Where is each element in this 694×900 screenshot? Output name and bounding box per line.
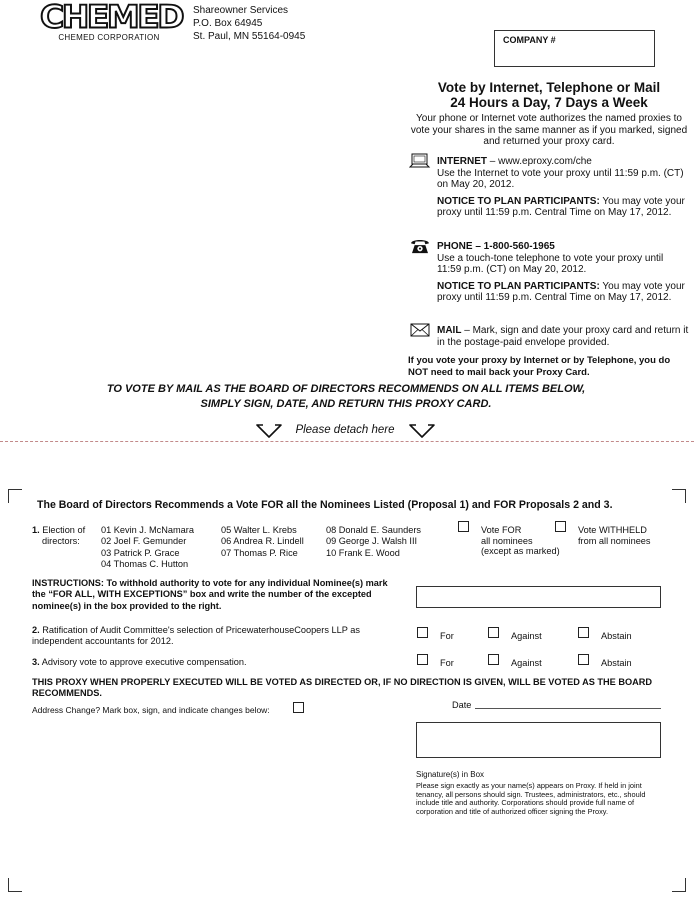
board-recommends-heading: The Board of Directors Recommends a Vote FOR all the Nominees Listed (Proposal 1) and FOR Proposals 2 and 3. xyxy=(37,499,613,511)
corner-mark-bottom-right xyxy=(672,878,686,892)
nominee-item: 09 George J. Walsh III xyxy=(326,536,418,547)
signature-instructions: Please sign exactly as your name(s) appears on Proxy. If held in joint tenancy, all persons should sign. Trustees, administrators, etc., should include title and authority. Corporations should provide full name of corporation and title of authorized officer signing the Proxy. xyxy=(416,781,646,816)
nominee-item: 03 Patrick P. Grace xyxy=(101,547,180,558)
internet-text: Use the Internet to vote your proxy until 11:59 p.m. (CT) on May 20, 2012. xyxy=(437,167,684,190)
proposal-2 xyxy=(32,625,392,647)
proposal-3 xyxy=(32,657,392,668)
tear-line[interactable] xyxy=(0,441,694,442)
proposal-3-against-checkbox[interactable] xyxy=(488,654,499,665)
corner-mark-top-right xyxy=(672,489,686,503)
phone-notice-text: You may vote your proxy until 11:59 p.m. Central Time on May 17, 2012. xyxy=(437,280,685,303)
phone-text: Use a touch-tone telephone to vote your proxy until 11:59 p.m. (CT) on May 20, 2012. xyxy=(437,252,664,275)
proposal-1-label-line1: Election of xyxy=(42,525,86,535)
proposal-2-abstain-label: Abstain xyxy=(601,631,632,641)
nominee-item: 02 Joel F. Gemunder xyxy=(101,536,187,547)
internet-method xyxy=(437,156,689,219)
vote-for-all-checkbox[interactable] xyxy=(458,521,469,532)
proposal-2-against-checkbox[interactable] xyxy=(488,627,499,638)
detach-label: Please detach here xyxy=(295,424,395,436)
proposal-3-text: Advisory vote to approve executive compensation. xyxy=(41,657,247,667)
nominee-item: 07 Thomas P. Rice xyxy=(221,547,298,558)
address-change-checkbox[interactable] xyxy=(293,702,304,713)
proposal-1-number: 1. xyxy=(32,525,40,535)
excepted-nominees-input[interactable] xyxy=(416,586,661,608)
envelope-icon xyxy=(409,322,431,338)
withhold-instructions: INSTRUCTIONS: To withhold authority to vote for any individual Nominee(s) mark the “FOR ALL, WITH EXCEPTIONS” box and write the number of the excepted nominee(s) in the box provided to the right. xyxy=(32,578,388,611)
proposal-3-abstain-checkbox[interactable] xyxy=(578,654,589,665)
address-line1: Shareowner Services xyxy=(193,5,289,16)
proposal-3-abstain-label: Abstain xyxy=(601,658,632,668)
nominee-item: 04 Thomas C. Hutton xyxy=(101,558,189,569)
proposal-2-number: 2. xyxy=(32,625,40,635)
proposal-3-number: 3. xyxy=(32,657,40,667)
nominees-column-3 xyxy=(326,525,421,559)
nominee-item: 08 Donald E. Saunders xyxy=(326,525,422,535)
board-recommendation-banner xyxy=(40,382,652,412)
proposal-2-for-checkbox[interactable] xyxy=(417,627,428,638)
nominees-column-2 xyxy=(221,525,304,559)
board-line1: TO VOTE BY MAIL AS THE BOARD OF DIRECTORS RECOMMENDS ON ALL ITEMS BELOW, xyxy=(106,383,586,395)
proposal-3-against-label: Against xyxy=(511,658,542,668)
address-change-label: Address Change? Mark box, sign, and indicate changes below: xyxy=(32,705,270,715)
proposal-2-against-label: Against xyxy=(511,631,542,641)
signature-box-label: Signature(s) in Box xyxy=(416,770,485,779)
chemed-logo xyxy=(40,0,183,42)
vote-withheld-option xyxy=(578,525,651,546)
nominee-item: 06 Andrea R. Lindell xyxy=(221,536,304,547)
proposal-3-for-checkbox[interactable] xyxy=(417,654,428,665)
phone-notice-label: NOTICE TO PLAN PARTICIPANTS: xyxy=(437,280,600,292)
proposal-2-abstain-checkbox[interactable] xyxy=(578,627,589,638)
vote-for-all-option xyxy=(481,525,560,557)
proposal-1-label xyxy=(32,525,94,547)
vote-for-line1: Vote FOR xyxy=(481,525,522,535)
proposal-1-label-line2: directors: xyxy=(42,536,80,546)
vote-heading xyxy=(408,80,690,110)
nominee-item: 01 Kevin J. McNamara xyxy=(101,525,194,535)
proposal-2-text: Ratification of Audit Committee's selection of PricewaterhouseCoopers LLP as independent accountants for 2012. xyxy=(32,625,360,646)
corner-mark-top-left xyxy=(8,489,22,503)
mail-method xyxy=(437,325,689,348)
nominees-column-1 xyxy=(101,525,194,570)
proposal-3-for-label: For xyxy=(440,658,454,668)
mail-label: MAIL xyxy=(437,325,462,336)
company-number-label: COMPANY # xyxy=(503,35,556,45)
vote-for-line3: (except as marked) xyxy=(481,546,560,556)
date-label: Date xyxy=(452,700,472,710)
nominee-item: 10 Frank E. Wood xyxy=(326,547,400,558)
internet-notice-text: You may vote your proxy until 11:59 p.m. Central Time on May 17, 2012. xyxy=(437,195,685,218)
board-line2: SIMPLY SIGN, DATE, AND RETURN THIS PROXY CARD. xyxy=(200,398,492,410)
corner-mark-bottom-left xyxy=(8,878,22,892)
logo-subtitle: CHEMED CORPORATION xyxy=(58,33,160,42)
vote-title-line2: 24 Hours a Day, 7 Days a Week xyxy=(450,95,648,110)
internet-label: INTERNET xyxy=(437,156,487,167)
vote-title-line1: Vote by Internet, Telephone or Mail xyxy=(437,80,661,95)
phone-label[interactable]: PHONE – 1-800-560-1965 xyxy=(437,241,555,252)
withhold-line1: Vote WITHHELD xyxy=(578,525,647,535)
proxy-voting-statement: THIS PROXY WHEN PROPERLY EXECUTED WILL BE VOTED AS DIRECTED OR, IF NO DIRECTION IS GIVEN, WILL BE VOTED AS THE BOARD RECOMMENDS. xyxy=(32,677,653,699)
return-address xyxy=(193,4,305,43)
no-mail-note: If you vote your proxy by Internet or by Telephone, you do NOT need to mail back your Proxy Card. xyxy=(408,355,671,378)
phone-method xyxy=(437,241,689,304)
internet-notice-label: NOTICE TO PLAN PARTICIPANTS: xyxy=(437,195,600,207)
signature-box[interactable] xyxy=(416,722,661,758)
address-line3: St. Paul, MN 55164-0945 xyxy=(193,31,306,42)
internet-url[interactable]: – www.eproxy.com/che xyxy=(487,156,592,167)
vote-for-line2: all nominees xyxy=(481,535,533,546)
vote-withheld-checkbox[interactable] xyxy=(555,521,566,532)
company-number-box[interactable] xyxy=(494,30,655,67)
withhold-line2: from all nominees xyxy=(578,535,651,546)
mail-text: – Mark, sign and date your proxy card and return it in the postage-paid envelope provided. xyxy=(437,325,689,348)
date-input-line[interactable] xyxy=(475,708,661,709)
telephone-icon xyxy=(409,238,431,254)
address-line2: P.O. Box 64945 xyxy=(193,18,263,29)
computer-icon xyxy=(409,153,431,169)
vote-intro: Your phone or Internet vote authorizes the named proxies to vote your shares in the same manner as if you marked, signed and returned your proxy card. xyxy=(410,113,688,147)
logo-wordmark: CHEMED xyxy=(40,0,183,36)
nominee-item: 05 Walter L. Krebs xyxy=(221,525,297,535)
proposal-2-for-label: For xyxy=(440,631,454,641)
